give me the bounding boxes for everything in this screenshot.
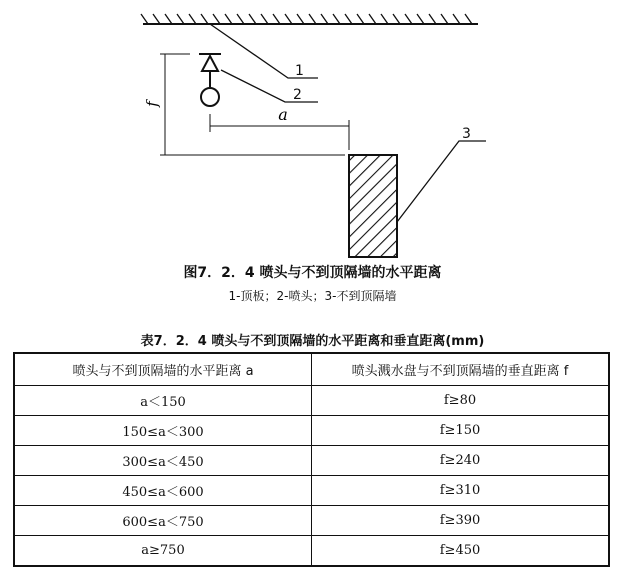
table-row [14,536,609,567]
ceiling-hatch-tick [189,14,196,24]
ceiling-hatch-tick [453,14,460,24]
table-row [14,386,609,416]
ceiling-hatch-tick [297,14,304,24]
ceiling-hatch-tick [429,14,436,24]
table-header-row [14,353,609,386]
ceiling-hatch-tick [309,14,316,24]
callout-3: 3 [462,126,471,142]
ceiling-hatch-tick [201,14,208,24]
ceiling-hatch-tick [165,14,172,24]
ceiling-hatch-tick [285,14,292,24]
distance-table [13,352,610,567]
cell-a: 300≤a＜450 [14,446,312,476]
figure-legend: 1-顶板；2-喷头；3-不到顶隔墙 [228,289,397,303]
diagram [0,0,625,262]
ceiling-hatch-tick [141,14,148,24]
table-row [14,506,609,536]
ceiling-hatch-tick [177,14,184,24]
dimension-a-label: a [278,105,288,124]
ceiling-hatch-tick [273,14,280,24]
ceiling-hatch-tick [345,14,352,24]
ceiling-hatch-tick [405,14,412,24]
ceiling-hatch-tick [249,14,256,24]
table-title: 表7．2．4 喷头与不到顶隔墙的水平距离和垂直距离(mm) [140,334,485,349]
ceiling-hatch-tick [357,14,364,24]
cell-a: a≥750 [14,536,312,567]
cell-f: f≥150 [312,416,610,446]
ceiling-hatch-tick [417,14,424,24]
figure-caption: 图7．2．4 喷头与不到顶隔墙的水平距离 [183,265,442,281]
cell-f: f≥80 [312,386,610,416]
cell-a: 150≤a＜300 [14,416,312,446]
dimension-f [143,54,345,155]
cell-f: f≥310 [312,476,610,506]
ceiling-hatch-tick [153,14,160,24]
cell-a: 450≤a＜600 [14,476,312,506]
cell-a: a＜150 [14,386,312,416]
dimension-a [210,105,349,150]
sprinkler-head [199,54,221,106]
cell-f: f≥390 [312,506,610,536]
dimension-f-label: f [143,101,161,107]
ceiling-hatch-tick [369,14,376,24]
callout-1: 1 [295,63,304,79]
ceiling-hatch-tick [321,14,328,24]
ceiling-hatch-tick [225,14,232,24]
ceiling-hatch-tick [261,14,268,24]
cell-a: 600≤a＜750 [14,506,312,536]
header-vertical-distance: 喷头溅水盘与不到顶隔墙的垂直距离 f [312,353,610,386]
table-row [14,446,609,476]
table-row [14,476,609,506]
ceiling-hatch-tick [393,14,400,24]
cell-f: f≥450 [312,536,610,567]
ceiling-hatch-tick [213,14,220,24]
ceiling-hatch-tick [441,14,448,24]
ceiling-hatch-tick [381,14,388,24]
cell-f: f≥240 [312,446,610,476]
callout-2: 2 [293,87,302,103]
ceiling-slab [141,14,478,24]
header-horizontal-distance: 喷头与不到顶隔墙的水平距离 a [14,353,312,386]
partition-wall [349,155,397,257]
ceiling-hatch-tick [237,14,244,24]
ceiling-hatch-tick [465,14,472,24]
table-row [14,416,609,446]
ceiling-hatch-tick [333,14,340,24]
